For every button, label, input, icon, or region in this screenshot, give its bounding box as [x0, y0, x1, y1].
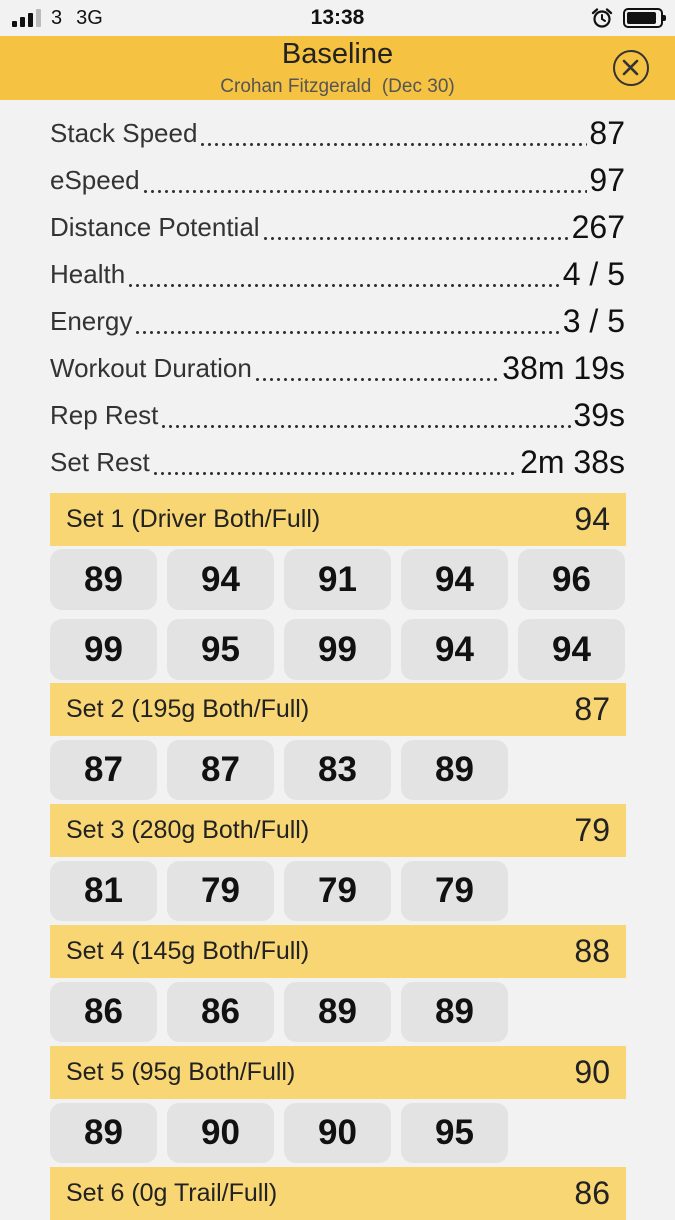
set-average: 79 — [574, 812, 610, 848]
alarm-icon — [591, 7, 613, 29]
rep-value[interactable]: 89 — [401, 982, 508, 1042]
header — [0, 36, 675, 100]
close-icon — [622, 59, 639, 76]
network-type: 3G — [76, 6, 103, 29]
stat-row — [50, 439, 625, 486]
rep-value[interactable]: 94 — [401, 549, 508, 610]
rep-value[interactable]: 89 — [401, 740, 508, 800]
rep-grid — [50, 546, 626, 683]
rep-value[interactable]: 99 — [50, 619, 157, 680]
rep-value[interactable]: 89 — [50, 549, 157, 610]
rep-value[interactable]: 86 — [50, 982, 157, 1042]
clock: 13:38 — [310, 6, 365, 29]
rep-grid — [50, 736, 626, 804]
dot-leader — [199, 110, 587, 157]
rep-value[interactable]: 79 — [401, 861, 508, 921]
rep-value[interactable]: 81 — [50, 861, 157, 921]
stat-row — [50, 204, 625, 251]
rep-value[interactable]: 90 — [167, 1103, 274, 1163]
set-name: Set 4 (145g Both/Full) — [66, 937, 310, 965]
stat-label: Energy — [50, 306, 133, 336]
page-subtitle: Crohan Fitzgerald (Dec 30) — [220, 76, 455, 97]
rep-value[interactable]: 79 — [167, 861, 274, 921]
battery-icon — [623, 8, 663, 28]
rep-value[interactable]: 79 — [284, 861, 391, 921]
stat-value: 3 / 5 — [562, 303, 625, 339]
dot-leader — [160, 392, 571, 439]
stat-label: Workout Duration — [50, 353, 252, 383]
rep-grid — [50, 978, 626, 1046]
carrier-label: 3 — [51, 6, 63, 29]
stat-label: eSpeed — [50, 165, 140, 195]
page-title: Baseline — [281, 38, 394, 70]
rep-value[interactable]: 87 — [50, 740, 157, 800]
rep-value[interactable]: 86 — [167, 982, 274, 1042]
dot-leader — [127, 251, 561, 298]
set-name: Set 1 (Driver Both/Full) — [66, 505, 321, 533]
set-average: 90 — [574, 1054, 610, 1090]
rep-value[interactable]: 95 — [401, 1103, 508, 1163]
rep-value[interactable]: 89 — [50, 1103, 157, 1163]
rep-value[interactable]: 99 — [284, 619, 391, 680]
stat-row — [50, 251, 625, 298]
rep-grid — [50, 1099, 626, 1167]
close-button[interactable] — [613, 50, 649, 86]
status-bar — [0, 0, 675, 36]
stat-label: Stack Speed — [50, 118, 198, 148]
rep-value[interactable]: 94 — [167, 549, 274, 610]
set-average: 88 — [574, 933, 610, 969]
rep-value[interactable]: 94 — [518, 619, 625, 680]
set-header[interactable] — [50, 804, 626, 857]
stat-row — [50, 157, 625, 204]
dot-leader — [134, 298, 560, 345]
set-header[interactable] — [50, 1046, 626, 1099]
set-name: Set 2 (195g Both/Full) — [66, 695, 310, 723]
rep-value[interactable]: 95 — [167, 619, 274, 680]
status-right — [591, 7, 663, 29]
stat-value: 267 — [571, 209, 625, 245]
dot-leader — [142, 157, 588, 204]
rep-value[interactable]: 87 — [167, 740, 274, 800]
set-header[interactable] — [50, 493, 626, 546]
set-name: Set 5 (95g Both/Full) — [66, 1058, 296, 1086]
stat-value: 39s — [573, 397, 625, 433]
stat-label: Distance Potential — [50, 212, 260, 242]
set-name: Set 3 (280g Both/Full) — [66, 816, 310, 844]
set-name: Set 6 (0g Trail/Full) — [66, 1179, 278, 1207]
stat-row — [50, 298, 625, 345]
set-average: 94 — [574, 501, 610, 537]
rep-value[interactable]: 91 — [284, 549, 391, 610]
set-average: 86 — [574, 1175, 610, 1211]
stat-label: Rep Rest — [50, 400, 159, 430]
stat-value: 38m 19s — [502, 350, 625, 386]
set-header[interactable] — [50, 683, 626, 736]
rep-grid — [50, 857, 626, 925]
rep-value[interactable]: 90 — [284, 1103, 391, 1163]
rep-value[interactable]: 83 — [284, 740, 391, 800]
stats-list — [50, 110, 625, 486]
set-average: 87 — [574, 691, 610, 727]
stat-label: Set Rest — [50, 447, 150, 477]
rep-value[interactable]: 89 — [284, 982, 391, 1042]
rep-value[interactable]: 94 — [401, 619, 508, 680]
stat-row — [50, 110, 625, 157]
stat-label: Health — [50, 259, 126, 289]
set-header[interactable] — [50, 925, 626, 978]
set-header[interactable] — [50, 1167, 626, 1220]
stat-value: 87 — [589, 115, 625, 151]
dot-leader — [262, 204, 570, 251]
stat-value: 2m 38s — [520, 444, 625, 480]
dot-leader — [254, 345, 500, 392]
rep-value[interactable]: 96 — [518, 549, 625, 610]
stat-value: 97 — [589, 162, 625, 198]
dot-leader — [152, 439, 518, 486]
stat-value: 4 / 5 — [562, 256, 625, 292]
stat-row — [50, 345, 625, 392]
stat-row — [50, 392, 625, 439]
sets-list — [50, 493, 626, 1220]
